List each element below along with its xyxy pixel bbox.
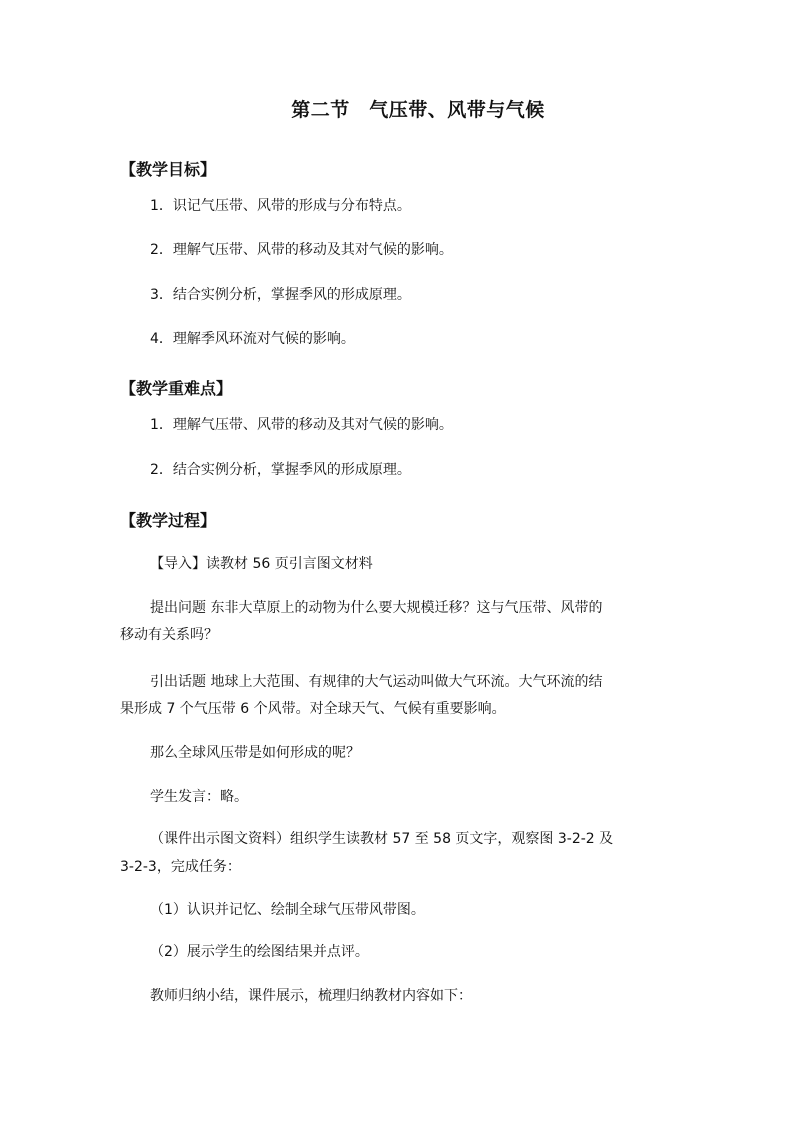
objective-item: 1．识记气压带、风带的形成与分布特点。 [150, 198, 411, 214]
process-task: （1）认识并记忆、绘制全球气压带风带图。 [150, 902, 425, 918]
section-heading-process: 【教学过程】 [120, 511, 217, 530]
process-summary: 教师归纳小结，课件展示，梳理归纳教材内容如下： [150, 988, 472, 1004]
objective-item: 2．理解气压带、风带的移动及其对气候的影响。 [150, 242, 453, 258]
process-topic-line: 引出话题 地球上大范围、有规律的大气运动叫做大气环流。大气环流的结 [150, 674, 603, 690]
key-point-item: 2．结合实例分析，掌握季风的形成原理。 [150, 462, 411, 478]
process-courseware-line: （课件出示图文资料）组织学生读教材 57 至 58 页文字，观察图 3-2-2 及 [150, 831, 614, 847]
process-courseware-line: 3-2-3，完成任务： [120, 859, 241, 875]
objective-item: 3．结合实例分析，掌握季风的形成原理。 [150, 287, 411, 303]
process-how-formed: 那么全球风压带是如何形成的呢？ [150, 745, 360, 761]
process-question-line: 提出问题 东非大草原上的动物为什么要大规模迁移？这与气压带、风带的 [150, 600, 603, 616]
page-title: 第二节 气压带、风带与气候 [291, 99, 545, 121]
process-task: （2）展示学生的绘图结果并点评。 [150, 944, 369, 960]
section-heading-key-points: 【教学重难点】 [120, 379, 233, 398]
section-heading-objectives: 【教学目标】 [120, 160, 217, 179]
objective-item: 4．理解季风环流对气候的影响。 [150, 331, 355, 347]
process-intro: 【导入】读教材 56 页引言图文材料 [150, 556, 373, 572]
process-question-line: 移动有关系吗？ [120, 627, 218, 643]
process-topic-line: 果形成 7 个气压带 6 个风带。对全球天气、气候有重要影响。 [120, 701, 506, 717]
process-student: 学生发言：略。 [150, 789, 248, 805]
key-point-item: 1．理解气压带、风带的移动及其对气候的影响。 [150, 417, 453, 433]
